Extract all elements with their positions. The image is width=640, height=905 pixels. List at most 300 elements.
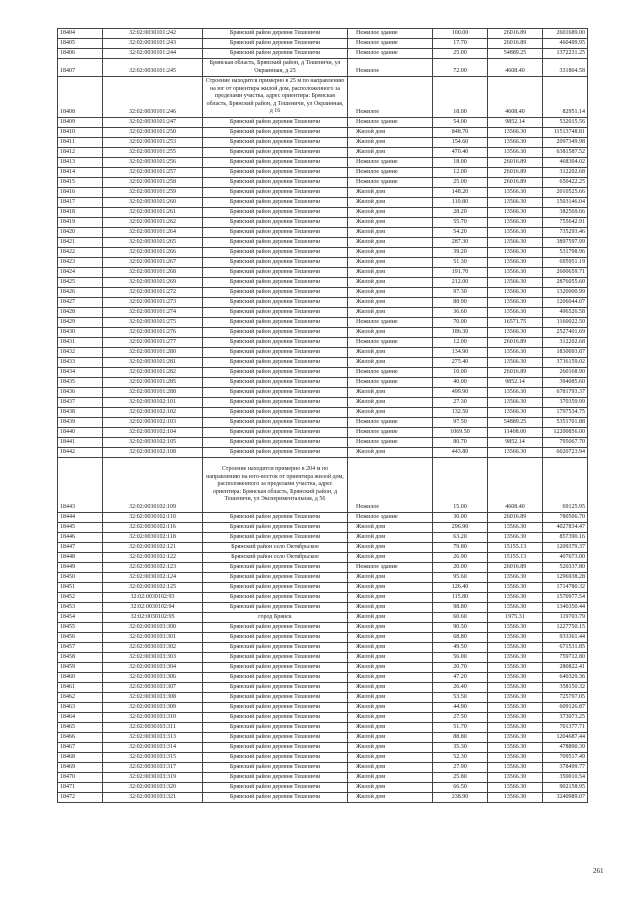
cell-cadastral-number: 32:02:0030102:93: [103, 593, 203, 603]
cell-cadastral-cost: 382569.66: [543, 207, 588, 217]
cell-area: 72.00: [433, 59, 488, 77]
cell-unit-price: 26016.89: [488, 563, 543, 573]
table-row: [58, 713, 588, 723]
table-row: [58, 257, 588, 267]
table-row: [58, 417, 588, 427]
cell-unit-price: 54889.25: [488, 49, 543, 59]
table-row: [58, 447, 588, 457]
table-row: [58, 613, 588, 623]
cell-unit-price: 4608.40: [488, 59, 543, 77]
cell-cadastral-cost: 755642.91: [543, 217, 588, 227]
table-row: [58, 693, 588, 703]
cell-row-number: 18454: [58, 613, 103, 623]
cell-cadastral-cost: 11513748.81: [543, 127, 588, 137]
cell-address: Брянский район деревня Тешеничи: [203, 603, 348, 613]
cell-cadastral-cost: 709517.49: [543, 753, 588, 763]
cell-unit-price: 13566.30: [488, 793, 543, 803]
table-row: [58, 287, 588, 297]
cell-area: 36.60: [433, 307, 488, 317]
cell-cadastral-number: 32:02:0030103:309: [103, 703, 203, 713]
cell-row-number: 18471: [58, 783, 103, 793]
cell-address: Брянский район деревня Тешеничи: [203, 427, 348, 437]
cell-address: Брянский район деревня Тешеничи: [203, 753, 348, 763]
table-row: [58, 177, 588, 187]
cell-cadastral-cost: 532015.56: [543, 117, 588, 127]
cell-cadastral-number: 32:02:0030101:257: [103, 167, 203, 177]
cell-object-type: Жилой дом: [348, 227, 433, 237]
cell-area: 25.80: [433, 773, 488, 783]
cell-row-number: 18458: [58, 653, 103, 663]
cell-row-number: 18425: [58, 277, 103, 287]
table-row: [58, 377, 588, 387]
cell-row-number: 18456: [58, 633, 103, 643]
cell-unit-price: 13566.30: [488, 653, 543, 663]
cell-row-number: 18418: [58, 207, 103, 217]
cell-area: 63.20: [433, 533, 488, 543]
cell-unit-price: 13566.30: [488, 137, 543, 147]
table-row: [58, 387, 588, 397]
cell-cadastral-cost: 280822.41: [543, 663, 588, 673]
cell-address: Брянский район деревня Тешеничи: [203, 197, 348, 207]
cell-area: 443.80: [433, 447, 488, 457]
cell-address: Брянский район деревня Тешеничи: [203, 127, 348, 137]
cell-object-type: Жилой дом: [348, 397, 433, 407]
cell-object-type: Жилой дом: [348, 773, 433, 783]
cell-cadastral-number: 32:02:0030101:269: [103, 277, 203, 287]
cell-object-type: Жилой дом: [348, 237, 433, 247]
cell-row-number: 18414: [58, 167, 103, 177]
cell-cadastral-cost: 119703.79: [543, 613, 588, 623]
cell-address: Брянский район деревня Тешеничи: [203, 713, 348, 723]
cell-area: 97.50: [433, 417, 488, 427]
cell-address: Брянский район деревня Тешеничи: [203, 49, 348, 59]
cell-unit-price: 13566.30: [488, 723, 543, 733]
table-row: [58, 187, 588, 197]
cell-row-number: 18455: [58, 623, 103, 633]
table-row: [58, 623, 588, 633]
table-row: [58, 763, 588, 773]
cell-unit-price: 13566.30: [488, 287, 543, 297]
cell-cadastral-cost: 1204687.44: [543, 733, 588, 743]
cell-address: Брянский район деревня Тешеничи: [203, 307, 348, 317]
cell-row-number: 18465: [58, 723, 103, 733]
cell-cadastral-cost: 520337.80: [543, 563, 588, 573]
cell-row-number: 18435: [58, 377, 103, 387]
table-row: [58, 513, 588, 523]
cell-address: Брянский район деревня Тешеничи: [203, 573, 348, 583]
cell-unit-price: 13566.30: [488, 387, 543, 397]
cell-area: 80.70: [433, 437, 488, 447]
cell-area: 66.50: [433, 783, 488, 793]
cell-object-type: Жилой дом: [348, 593, 433, 603]
table-row: [58, 227, 588, 237]
cell-unit-price: 13566.30: [488, 297, 543, 307]
cell-cadastral-number: 32:02:0030101:267: [103, 257, 203, 267]
cell-object-type: Жилой дом: [348, 713, 433, 723]
cell-unit-price: 16571.75: [488, 317, 543, 327]
cell-object-type: Нежилое здание: [348, 29, 433, 39]
cell-cadastral-cost: 1320000.99: [543, 287, 588, 297]
property-table: [57, 28, 588, 803]
cell-cadastral-cost: 350010.54: [543, 773, 588, 783]
page-number: 261: [593, 867, 604, 875]
cell-object-type: Жилой дом: [348, 533, 433, 543]
cell-row-number: 18449: [58, 563, 103, 573]
cell-object-type: Нежилое здание: [348, 337, 433, 347]
cell-unit-price: 13566.30: [488, 257, 543, 267]
cell-cadastral-cost: 1372231.25: [543, 49, 588, 59]
cell-cadastral-number: 32:02:0030101:275: [103, 317, 203, 327]
cell-area: 12.00: [433, 337, 488, 347]
cell-unit-price: 13566.30: [488, 643, 543, 653]
cell-object-type: Нежилое здание: [348, 167, 433, 177]
cell-row-number: 18469: [58, 763, 103, 773]
cell-address: Брянский район деревня Тешеничи: [203, 763, 348, 773]
cell-cadastral-number: 32:02:0030101:262: [103, 217, 203, 227]
cell-address: Брянский район деревня Тешеничи: [203, 743, 348, 753]
cell-area: 18.00: [433, 157, 488, 167]
cell-cadastral-number: 32:02:0030103:300: [103, 623, 203, 633]
cell-object-type: Нежилое: [348, 77, 433, 118]
cell-cadastral-cost: 671531.85: [543, 643, 588, 653]
cell-object-type: Жилой дом: [348, 147, 433, 157]
cell-cadastral-number: 32:02:0030103:320: [103, 783, 203, 793]
cell-address: Брянский район деревня Тешеничи: [203, 623, 348, 633]
cell-object-type: Жилой дом: [348, 743, 433, 753]
cell-unit-price: 13566.30: [488, 127, 543, 137]
cell-cadastral-cost: 260168.90: [543, 367, 588, 377]
cell-row-number: 18437: [58, 397, 103, 407]
cell-area: 44.90: [433, 703, 488, 713]
table-row: [58, 773, 588, 783]
cell-address: Брянский район деревня Тешеничи: [203, 387, 348, 397]
cell-object-type: Жилой дом: [348, 703, 433, 713]
table-row: [58, 247, 588, 257]
cell-row-number: 18430: [58, 327, 103, 337]
cell-area: 30.00: [433, 513, 488, 523]
cell-object-type: Нежилое здание: [348, 563, 433, 573]
cell-row-number: 18420: [58, 227, 103, 237]
cell-address: Брянский район деревня Тешеничи: [203, 147, 348, 157]
cell-area: 70.00: [433, 317, 488, 327]
cell-address: Брянский район деревня Тешеничи: [203, 533, 348, 543]
cell-cadastral-number: 32:02:0030102:104: [103, 427, 203, 437]
cell-address: Брянский район деревня Тешеничи: [203, 447, 348, 457]
cell-unit-price: 13566.30: [488, 347, 543, 357]
cell-area: 132.50: [433, 407, 488, 417]
cell-cadastral-cost: 1340350.44: [543, 603, 588, 613]
cell-row-number: 18461: [58, 683, 103, 693]
cell-cadastral-cost: 2097349.98: [543, 137, 588, 147]
cell-cadastral-number: 32:02:0030102:108: [103, 447, 203, 457]
cell-cadastral-cost: 312202.68: [543, 167, 588, 177]
cell-object-type: Жилой дом: [348, 673, 433, 683]
cell-unit-price: 26016.89: [488, 177, 543, 187]
table-row: [58, 59, 588, 77]
table-row: [58, 437, 588, 447]
cell-object-type: Жилой дом: [348, 347, 433, 357]
cell-object-type: Нежилое здание: [348, 417, 433, 427]
cell-object-type: Жилой дом: [348, 127, 433, 137]
cell-unit-price: 15155.13: [488, 543, 543, 553]
cell-area: 15.00: [433, 457, 488, 513]
cell-cadastral-number: 32:02:0030103:307: [103, 683, 203, 693]
cell-row-number: 18448: [58, 553, 103, 563]
cell-address: Брянский район деревня Тешеничи: [203, 137, 348, 147]
cell-cadastral-number: 32:02:0030101:261: [103, 207, 203, 217]
table-row: [58, 743, 588, 753]
cell-row-number: 18440: [58, 427, 103, 437]
cell-cadastral-number: 32:02:0030102:122: [103, 553, 203, 563]
cell-unit-price: 13566.30: [488, 247, 543, 257]
cell-object-type: Жилой дом: [348, 683, 433, 693]
cell-object-type: Нежилое здание: [348, 117, 433, 127]
cell-cadastral-cost: 407673.00: [543, 553, 588, 563]
cell-unit-price: 4608.40: [488, 457, 543, 513]
cell-cadastral-number: 32:02:0030102:123: [103, 563, 203, 573]
cell-area: 55.70: [433, 217, 488, 227]
cell-row-number: 18468: [58, 753, 103, 763]
cell-address: Брянский район деревня Тешеничи: [203, 237, 348, 247]
cell-row-number: 18422: [58, 247, 103, 257]
cell-unit-price: 13566.30: [488, 573, 543, 583]
cell-unit-price: 13566.30: [488, 523, 543, 533]
cell-area: 10.00: [433, 367, 488, 377]
cell-area: 90.50: [433, 623, 488, 633]
cell-object-type: Жилой дом: [348, 217, 433, 227]
cell-address: Брянский район деревня Тешеничи: [203, 563, 348, 573]
cell-row-number: 18436: [58, 387, 103, 397]
table-row: [58, 39, 588, 49]
cell-row-number: 18429: [58, 317, 103, 327]
cell-row-number: 18428: [58, 307, 103, 317]
cell-cadastral-number: 32:02:0030101:242: [103, 29, 203, 39]
cell-object-type: Жилой дом: [348, 693, 433, 703]
table-row: [58, 307, 588, 317]
cell-cadastral-number: 32:02:0030101:274: [103, 307, 203, 317]
cell-address: Брянский район село Октябрьское: [203, 553, 348, 563]
cell-row-number: 18407: [58, 59, 103, 77]
cell-row-number: 18434: [58, 367, 103, 377]
cell-cadastral-number: 32:02:0030101:260: [103, 197, 203, 207]
cell-row-number: 18427: [58, 297, 103, 307]
cell-unit-price: 13566.30: [488, 603, 543, 613]
cell-object-type: Жилой дом: [348, 783, 433, 793]
cell-area: 186.30: [433, 327, 488, 337]
cell-address: Брянский район деревня Тешеничи: [203, 247, 348, 257]
table-row: [58, 543, 588, 553]
cell-cadastral-cost: 12200856.00: [543, 427, 588, 437]
cell-row-number: 18406: [58, 49, 103, 59]
table-row: [58, 117, 588, 127]
cell-area: 25.00: [433, 49, 488, 59]
cell-row-number: 18451: [58, 583, 103, 593]
cell-cadastral-number: 32:02:0030103:306: [103, 673, 203, 683]
table-row: [58, 277, 588, 287]
cell-cadastral-cost: 759712.80: [543, 653, 588, 663]
cell-unit-price: 15155.13: [488, 553, 543, 563]
cell-cadastral-number: 32:02:0030103:317: [103, 763, 203, 773]
cell-cadastral-number: 32:02:0030102:102: [103, 407, 203, 417]
cell-area: 12.00: [433, 167, 488, 177]
cell-area: 499.90: [433, 387, 488, 397]
table-row: [58, 217, 588, 227]
table-row: [58, 563, 588, 573]
cell-cadastral-cost: 370359.99: [543, 397, 588, 407]
cell-cadastral-number: 32:02:0030103:303: [103, 653, 203, 663]
cell-cadastral-cost: 378499.77: [543, 763, 588, 773]
cell-cadastral-number: 32:02:0030102:103: [103, 417, 203, 427]
registry-sheet: [57, 28, 587, 803]
cell-area: 126.40: [433, 583, 488, 593]
cell-row-number: 18453: [58, 603, 103, 613]
cell-cadastral-number: 32:02:0030102:101: [103, 397, 203, 407]
cell-object-type: Жилой дом: [348, 553, 433, 563]
cell-unit-price: 13566.30: [488, 187, 543, 197]
cell-address: Брянский район деревня Тешеничи: [203, 793, 348, 803]
cell-cadastral-cost: 6381587.52: [543, 147, 588, 157]
cell-address: Брянский район деревня Тешеничи: [203, 207, 348, 217]
cell-address: Брянский район деревня Тешеничи: [203, 783, 348, 793]
cell-object-type: Жилой дом: [348, 257, 433, 267]
table-row: [58, 753, 588, 763]
cell-object-type: Нежилое здание: [348, 177, 433, 187]
cell-cadastral-cost: 857390.16: [543, 533, 588, 543]
cell-cadastral-number: 32:02:0030101:245: [103, 59, 203, 77]
cell-area: 20.00: [433, 563, 488, 573]
cell-address: Брянский район деревня Тешеничи: [203, 317, 348, 327]
cell-row-number: 18462: [58, 693, 103, 703]
cell-row-number: 18432: [58, 347, 103, 357]
table-row: [58, 237, 588, 247]
cell-object-type: Жилой дом: [348, 357, 433, 367]
cell-cadastral-number: 32:02:0030101:276: [103, 327, 203, 337]
cell-object-type: Жилой дом: [348, 633, 433, 643]
table-row: [58, 77, 588, 118]
cell-object-type: Нежилое здание: [348, 39, 433, 49]
table-row: [58, 583, 588, 593]
table-row: [58, 593, 588, 603]
cell-row-number: 18442: [58, 447, 103, 457]
cell-cadastral-cost: 795067.70: [543, 437, 588, 447]
table-row: [58, 137, 588, 147]
cell-cadastral-number: 32:02:0030101:282: [103, 367, 203, 377]
cell-address: Брянский район деревня Тешеничи: [203, 417, 348, 427]
cell-cadastral-number: 32:02:0030101:243: [103, 39, 203, 49]
cell-cadastral-number: 32:02:0030101:281: [103, 357, 203, 367]
cell-area: 470.40: [433, 147, 488, 157]
cell-row-number: 18460: [58, 673, 103, 683]
cell-cadastral-number: 32:02:0030101:259: [103, 187, 203, 197]
cell-row-number: 18426: [58, 287, 103, 297]
cell-unit-price: 1975.31: [488, 613, 543, 623]
cell-unit-price: 13566.30: [488, 663, 543, 673]
cell-cadastral-number: 32:02:0030101:268: [103, 267, 203, 277]
cell-row-number: 18419: [58, 217, 103, 227]
table-row: [58, 703, 588, 713]
cell-row-number: 18441: [58, 437, 103, 447]
cell-address: Брянский район деревня Тешеничи: [203, 267, 348, 277]
cell-object-type: Жилой дом: [348, 137, 433, 147]
cell-area: 35.30: [433, 743, 488, 753]
table-row: [58, 367, 588, 377]
cell-cadastral-cost: 3240989.07: [543, 793, 588, 803]
cell-cadastral-cost: 2601689.00: [543, 29, 588, 39]
cell-unit-price: 13566.30: [488, 397, 543, 407]
cell-object-type: Нежилое здание: [348, 49, 433, 59]
cell-area: 27.50: [433, 713, 488, 723]
table-row: [58, 327, 588, 337]
cell-cadastral-cost: 6020723.94: [543, 447, 588, 457]
cell-cadastral-number: 32:02:0030102:95: [103, 613, 203, 623]
cell-object-type: Жилой дом: [348, 407, 433, 417]
cell-unit-price: 13566.30: [488, 743, 543, 753]
cell-object-type: Нежилое здание: [348, 157, 433, 167]
table-row: [58, 633, 588, 643]
cell-address: Брянский район деревня Тешеничи: [203, 347, 348, 357]
cell-row-number: 18411: [58, 137, 103, 147]
cell-object-type: Жилой дом: [348, 523, 433, 533]
cell-area: 27.30: [433, 397, 488, 407]
cell-address: Брянский район деревня Тешеничи: [203, 643, 348, 653]
cell-row-number: 18415: [58, 177, 103, 187]
cell-cadastral-number: 32:02:0030103:321: [103, 793, 203, 803]
cell-row-number: 18464: [58, 713, 103, 723]
cell-area: 27.90: [433, 763, 488, 773]
cell-area: 287.30: [433, 237, 488, 247]
cell-unit-price: 13566.30: [488, 447, 543, 457]
cell-object-type: Жилой дом: [348, 603, 433, 613]
cell-area: 79.80: [433, 543, 488, 553]
cell-cadastral-cost: 1296938.28: [543, 573, 588, 583]
cell-address: Брянский район деревня Тешеничи: [203, 177, 348, 187]
cell-unit-price: 13566.30: [488, 227, 543, 237]
cell-object-type: Жилой дом: [348, 733, 433, 743]
cell-object-type: Жилой дом: [348, 723, 433, 733]
cell-cadastral-cost: 1160022.50: [543, 317, 588, 327]
cell-area: 88.80: [433, 733, 488, 743]
table-row: [58, 573, 588, 583]
cell-row-number: 18421: [58, 237, 103, 247]
cell-cadastral-cost: 650422.25: [543, 177, 588, 187]
cell-address: Брянский район деревня Тешеничи: [203, 117, 348, 127]
cell-cadastral-number: 32:02:0030102:94: [103, 603, 203, 613]
cell-row-number: 18412: [58, 147, 103, 157]
cell-address: Брянский район деревня Тешеничи: [203, 673, 348, 683]
cell-address: Брянский район деревня Тешеничи: [203, 633, 348, 643]
cell-unit-price: 9852.14: [488, 117, 543, 127]
cell-address: Брянский район деревня Тешеничи: [203, 357, 348, 367]
cell-object-type: Жилой дом: [348, 207, 433, 217]
cell-cadastral-number: 32:02:0030101:280: [103, 347, 203, 357]
cell-unit-price: 13566.30: [488, 307, 543, 317]
cell-cadastral-cost: 3736159.02: [543, 357, 588, 367]
table-row: [58, 643, 588, 653]
table-row: [58, 407, 588, 417]
table-row: [58, 347, 588, 357]
cell-address: Брянский район деревня Тешеничи: [203, 227, 348, 237]
cell-area: 88.90: [433, 297, 488, 307]
cell-object-type: Нежилое здание: [348, 513, 433, 523]
table-row: [58, 783, 588, 793]
cell-address: Брянский район деревня Тешеничи: [203, 257, 348, 267]
cell-object-type: Жилой дом: [348, 447, 433, 457]
cell-cadastral-number: 32:02:0030102:125: [103, 583, 203, 593]
cell-area: 115.80: [433, 593, 488, 603]
cell-area: 238.90: [433, 793, 488, 803]
cell-unit-price: 13566.30: [488, 783, 543, 793]
cell-address: Брянский район село Октябрьское: [203, 543, 348, 553]
